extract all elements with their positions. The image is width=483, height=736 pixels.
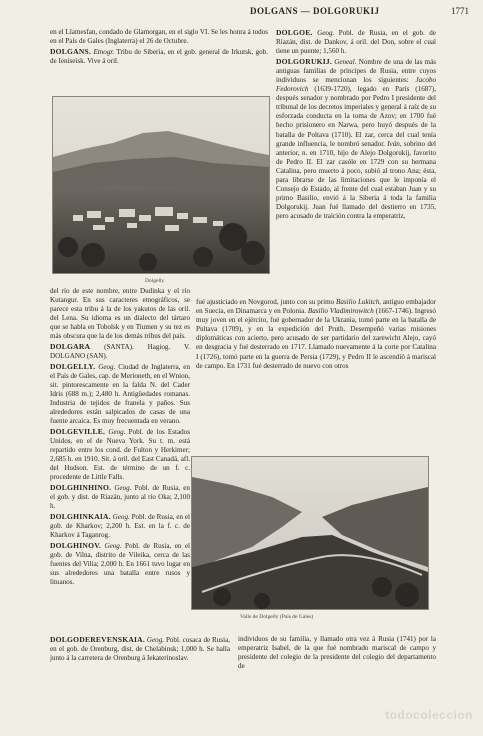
- entry-dolghinov: DOLGHINOV. Geog. Pobl. de Rusia, en el gob. de Vilna, distrito de Vileika, cerca de las fuentes del Vilia; 2,000 h. En 1661 tuvo lugar en sus alrededores una batalla entre rusos y lituanos.: [50, 540, 190, 586]
- entry-label: Geog.: [317, 29, 335, 37]
- entry-label: Geog.: [112, 512, 130, 521]
- entry-label: Etnogr.: [93, 47, 115, 56]
- person-name: Jacobo Fedorovich: [276, 75, 436, 94]
- headword: DOLGHINHINO.: [50, 482, 112, 492]
- bottom-left-column: [50, 635, 230, 664]
- entry-dolgoderevenskaia: DOLGODEREVENSKAIA. Geog. Pobl. cosaca de Rusia, en el gob. de Orenburg, dist. de Chelabinsk; 1,000 h. Se halla junto á la carretera de Orenburg á Iekaterinoslav.: [50, 635, 230, 663]
- entry-dolgelly: DOLGELLY. Geog. Ciudad de Inglaterra, en el País de Gales, cap. de Merioneth, en el Wnion, sit. pintorescamente en la falda N. del Cader Idris (688 m.); 2,480 h. Antigüedades romanas. Industria de tejidos de franela y paños. Sus alrededores están salpicados de casas de una fuente arcaica. Es muy frecuentada en verano.: [50, 361, 190, 426]
- headword: DOLGODEREVENSKAIA.: [50, 635, 145, 644]
- entry-dolgoe: DOLGOE. Geog. Pobl. de Rusia, en el gob. de Riazán, dist. de Dankov, á oril. del Don, sobre el cual tiene un puente; 1,560 h.: [276, 28, 436, 56]
- headword: DOLGHINOV.: [50, 540, 102, 550]
- entry-dolgeville: DOLGEVILLE. Geog. Pobl. de los Estados Unidos, en el de Nueva York. Su t. m. está repartido entre los cond. de Fulton y Herkimer; 2,685 h. en 1910. Sit. á oril. del East Canadá, afl. del Hudson. Est. de término de un f. c. procedente de Little Falls.: [50, 426, 190, 482]
- entry-label: Geog.: [114, 483, 132, 492]
- left-column-top: [50, 28, 268, 66]
- entry-label: Geog.: [108, 427, 126, 436]
- entry-dolgara: DOLGARA (SANTA). Hagiog. V. DOLGANO (SAN).: [50, 342, 190, 361]
- photo-caption: Valle de Dolgelly (País de Gales): [240, 614, 314, 620]
- entry-continuation: fué ajusticiado en Novgorod, junto con su primo Basilio Lukitch, antiguo embajador en Suecia, en Dinamarca y en Polonia. Basilio Vladimirowitch (1667-1746). Ingresó muy joven en el ejército, fué gobernador de la Ukrania, tomó parte en la batalla de Pultava (1709), y en la expedición del Pruth. Desempeñó varias misiones diplomáticas con acierto, pero acusado de ser partidario del zarewicht Alejo, cayó en desgracia y fué desterrado en 1717. Llamado nuevamente á la corte por Catalina I (1726), tomó parte en la guerra de Persia (1729), y Pedro II le ascendió á mariscal de campo. En 1731 fué desterrado de nuevo con otros: [196, 298, 436, 370]
- photo-caption: Dolgelly: [145, 278, 165, 284]
- person-name: Basilio Vladimirowitch: [307, 307, 374, 316]
- entry: en el Llamesfan, condado de Glamorgan, en el siglo VI. Se les honra á todos en el País de Gales (Inglaterra) el 26 de Octubre.: [50, 28, 268, 46]
- headword: DOLGOE.: [276, 28, 313, 37]
- entry-dolgans: DOLGANS. Etnogr. Tribu de Siberia, en el gob. general de Irkutsk, gob. de Ieniseisk. Vive á oril.: [50, 46, 268, 65]
- entry-continuation: individuos de su familia, y llamado otra vez á Rusia (1741) por la emperatriz Isabel, de la que fué nombrado mariscal de campo y presidente del colegio de la presidente del colegio del departamento de: [238, 635, 436, 671]
- entry-label: Geog.: [146, 636, 165, 644]
- headword: DOLGELLY.: [50, 361, 96, 371]
- right-column-mid: [196, 298, 436, 371]
- running-header: DOLGANS — DOLGORUKIJ: [250, 6, 380, 16]
- headword: DOLGORUKIJ.: [276, 56, 332, 66]
- person-name: Iván,: [387, 139, 402, 148]
- headword: DOLGHINKAIA.: [50, 511, 111, 521]
- entry-dolgorukij: DOLGORUKIJ. Geneal. Nombre de una de las más antiguas familias de príncipes de Rusia, entre cuyos individuos se mencionan los siguientes: Jacobo Fedorovich (1639-1720), legado en París (1687), después senador y nombrado por Pedro I presidente del tribunal de los decretos imperiales y general á raíz de su esforzada conducta en la toma de Azov; en 1700 fué hecho prisionero en Narwa, pero huyó después de la batalla de Poltava (1710). El zar, cerca del cual tenía grande influencia, le nombró senador. Iván, sobrino del anterior, n. en 1710, hijo de Alejo Dolgorukij, favorito de Pedro II. El zar casóle en 1729 con su hermana Catalina, pero muerto á poco, subió al trono Ana; ésta, para librarse de las limitaciones que le imponía el Consejo de Estado, al frente del cual estaban Juan y su primo Basilio, envió á la Siberia á toda la familia Dolgorukij. Juan fué llamado del destierro en 1735, pero acusado de traición contra la emperatriz,: [276, 56, 436, 221]
- headword: DOLGARA: [50, 342, 91, 352]
- right-column-top: [276, 28, 436, 222]
- bottom-right-column: [238, 635, 436, 672]
- left-column-mid: [50, 287, 190, 588]
- headword: DOLGEVILLE.: [50, 426, 106, 436]
- photo-valle-dolgelly: [191, 456, 429, 610]
- entry-dolghinkaia: DOLGHINKAIA. Geog. Pobl. de Rusia, en el gob. de Kharkov; 2,200 h. Est. en la f. c. de Kharkov á Taganrog.: [50, 511, 190, 539]
- entry-dolghinhino: DOLGHINHINO. Geog. Pobl. de Rusia, en el gob. y dist. de Riazán, junto al río Oka; 2,100 h.: [50, 482, 190, 511]
- person-name: Basilio Lukitch,: [336, 298, 382, 306]
- watermark: todocoleccion: [385, 708, 473, 722]
- entry-label: Geneal.: [334, 57, 357, 66]
- headword: DOLGANS.: [50, 46, 92, 56]
- photo-dolgelly: [52, 96, 270, 274]
- page-number: 1771: [451, 6, 469, 16]
- entry: del río de este nombre, entre Dudinka y el río Kutangur. En sus caracteres etnográficos, se parece esta tribu á la de los yakutos de las oril. del Lena. Su idioma es un dialecto del tártaro que se habla en Tobolsk y en Tiumen y su tez es más obscura que la de los demás tribus del país.: [50, 287, 190, 341]
- entry-label: Geog.: [98, 362, 116, 371]
- entry-label: Geog.: [104, 541, 122, 550]
